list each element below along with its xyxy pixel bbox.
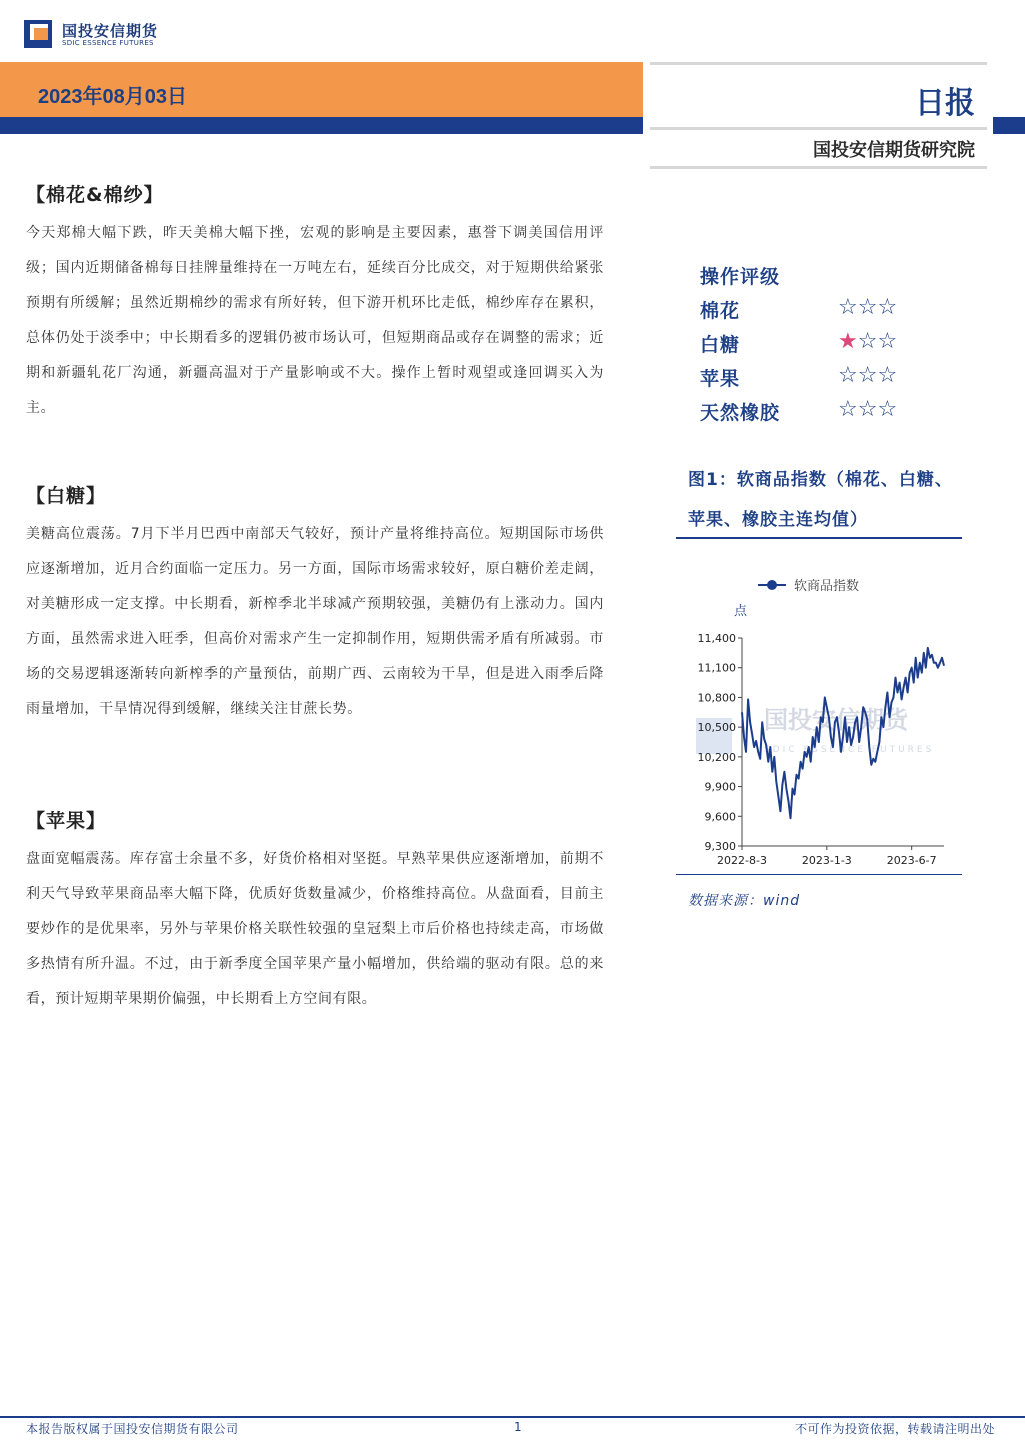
rating-name: 棉花: [700, 300, 741, 322]
watermark-text: 国投安信期货: [764, 706, 908, 734]
rating-row: [700, 330, 960, 364]
empty-star-icon: ☆: [857, 363, 878, 388]
rating-row: [700, 296, 960, 330]
legend-marker: [767, 580, 777, 590]
footer-rule: [0, 1416, 1025, 1418]
report-date: 2023年08月03日: [38, 86, 187, 108]
rating-stars: [838, 329, 897, 354]
y-axis-unit: 点: [734, 604, 748, 619]
figure-top-rule: [676, 537, 962, 539]
section-body-apple: 盘面宽幅震荡。库存富士余量不多，好货价格相对坚挺。早熟苹果供应逐渐增加，前期不利天气导致苹果商品率大幅下降，优质好货数量减少，价格维持高位。从盘面看，目前主要炒作的是优果率，另外与苹果价格关联性较强的皇冠梨上市后价格也持续走高，市场做多热情有所升温。不过，由于新季度全国苹果产量小幅增加，供给端的驱动有限。总的来看，预计短期苹果期价偏强，中长期看上方空间有限。: [26, 851, 604, 1007]
page-number: 1: [514, 1420, 522, 1434]
figure-caption: 图1：软商品指数（棉花、白糖、苹果、橡胶主连均值）: [688, 470, 953, 530]
rating-row: [700, 364, 960, 398]
rating-title: 操作评级: [700, 266, 781, 288]
y-tick-label: 9,300: [704, 840, 736, 853]
empty-star-icon: ☆: [877, 397, 898, 422]
logo-chinese-name: 国投安信期货: [62, 22, 159, 40]
legend-label: 软商品指数: [794, 579, 860, 594]
section-title-sugar: 【白糖】: [26, 485, 107, 507]
header-divider: [650, 166, 987, 169]
filled-star-icon: ★: [838, 329, 858, 354]
rating-stars: [838, 295, 897, 320]
rating-stars: [838, 397, 897, 422]
empty-star-icon: ☆: [857, 295, 878, 320]
empty-star-icon: ☆: [838, 397, 858, 422]
header-blue-accent: [993, 117, 1025, 134]
footer-disclaimer: 不可作为投资依据，转载请注明出处: [794, 1422, 995, 1436]
y-tick-label: 10,200: [697, 750, 736, 764]
header-blue-band: [0, 117, 643, 134]
x-tick-label: 2023-6-7: [886, 854, 937, 867]
footer-copyright: 本报告版权属于国投安信期货有限公司: [26, 1422, 239, 1436]
empty-star-icon: ☆: [877, 329, 898, 354]
header-divider: [650, 127, 987, 130]
y-tick-label: 11,400: [697, 632, 736, 645]
y-tick-label: 10,500: [697, 721, 736, 735]
empty-star-icon: ☆: [857, 329, 878, 354]
y-tick-label: 9,600: [704, 810, 736, 824]
empty-star-icon: ☆: [857, 397, 878, 422]
company-logo: [24, 18, 194, 54]
soft-commodity-index-chart: [676, 560, 962, 870]
logo-mark-icon: [24, 20, 52, 48]
y-tick-label: 11,100: [697, 661, 736, 675]
report-type-title: 日报: [915, 86, 975, 121]
section-title-apple: 【苹果】: [26, 810, 107, 832]
rating-name: 苹果: [700, 368, 741, 390]
header-divider: [650, 62, 987, 65]
rating-stars: [838, 363, 897, 388]
logo-english-name: SDIC ESSENCE FUTURES: [62, 39, 154, 47]
institute-name: 国投安信期货研究院: [813, 140, 975, 161]
figure-bottom-rule: [676, 874, 962, 875]
y-tick-label: 9,900: [704, 780, 736, 794]
section-body-sugar: 美糖高位震荡。7月下半月巴西中南部天气较好，预计产量将维持高位。短期国际市场供应逐渐增加，近月合约面临一定压力。另一方面，国际市场需求较好，原白糖价差走阔，对美糖形成一定支撑。中长期看，新榨季北半球减产预期较强，美糖仍有上涨动力。国内方面，虽然需求进入旺季，但高价对需求产生一定抑制作用，短期供需矛盾有所减弱。市场的交易逻辑逐渐转向新榨季的产量预估，前期广西、云南较为干旱，但是进入雨季后降雨量增加，干旱情况得到缓解，继续关注甘蔗长势。: [26, 526, 604, 717]
y-tick-label: 10,800: [697, 691, 736, 705]
empty-star-icon: ☆: [877, 295, 898, 320]
x-tick-label: 2023-1-3: [801, 854, 852, 867]
empty-star-icon: ☆: [877, 363, 898, 388]
empty-star-icon: ☆: [838, 363, 858, 388]
rating-row: [700, 398, 960, 432]
rating-name: 白糖: [700, 334, 741, 356]
x-tick-label: 2022-8-3: [717, 854, 767, 867]
data-source: 数据来源：wind: [688, 893, 801, 909]
empty-star-icon: ☆: [838, 295, 858, 320]
rating-name: 天然橡胶: [700, 402, 781, 424]
section-body-cotton: 今天郑棉大幅下跌，昨天美棉大幅下挫，宏观的影响是主要因素，惠誉下调美国信用评级；国内近期储备棉每日挂牌量维持在一万吨左右，延续百分比成交，对于短期供给紧张预期有所缓解；虽然近期棉纱的需求有所好转，但下游开机环比走低，棉纱库存在累积，总体仍处于淡季中；中长期看多的逻辑仍被市场认可，但短期商品或存在调整的需求；近期和新疆轧花厂沟通，新疆高温对于产量影响或不大。操作上暂时观望或逢回调买入为主。: [26, 225, 604, 416]
operation-rating-panel: [700, 262, 960, 432]
watermark-text: SDIC ESSENCE FUTURES: [764, 745, 935, 755]
section-title-cotton: 【棉花&棉纱】: [26, 184, 164, 206]
